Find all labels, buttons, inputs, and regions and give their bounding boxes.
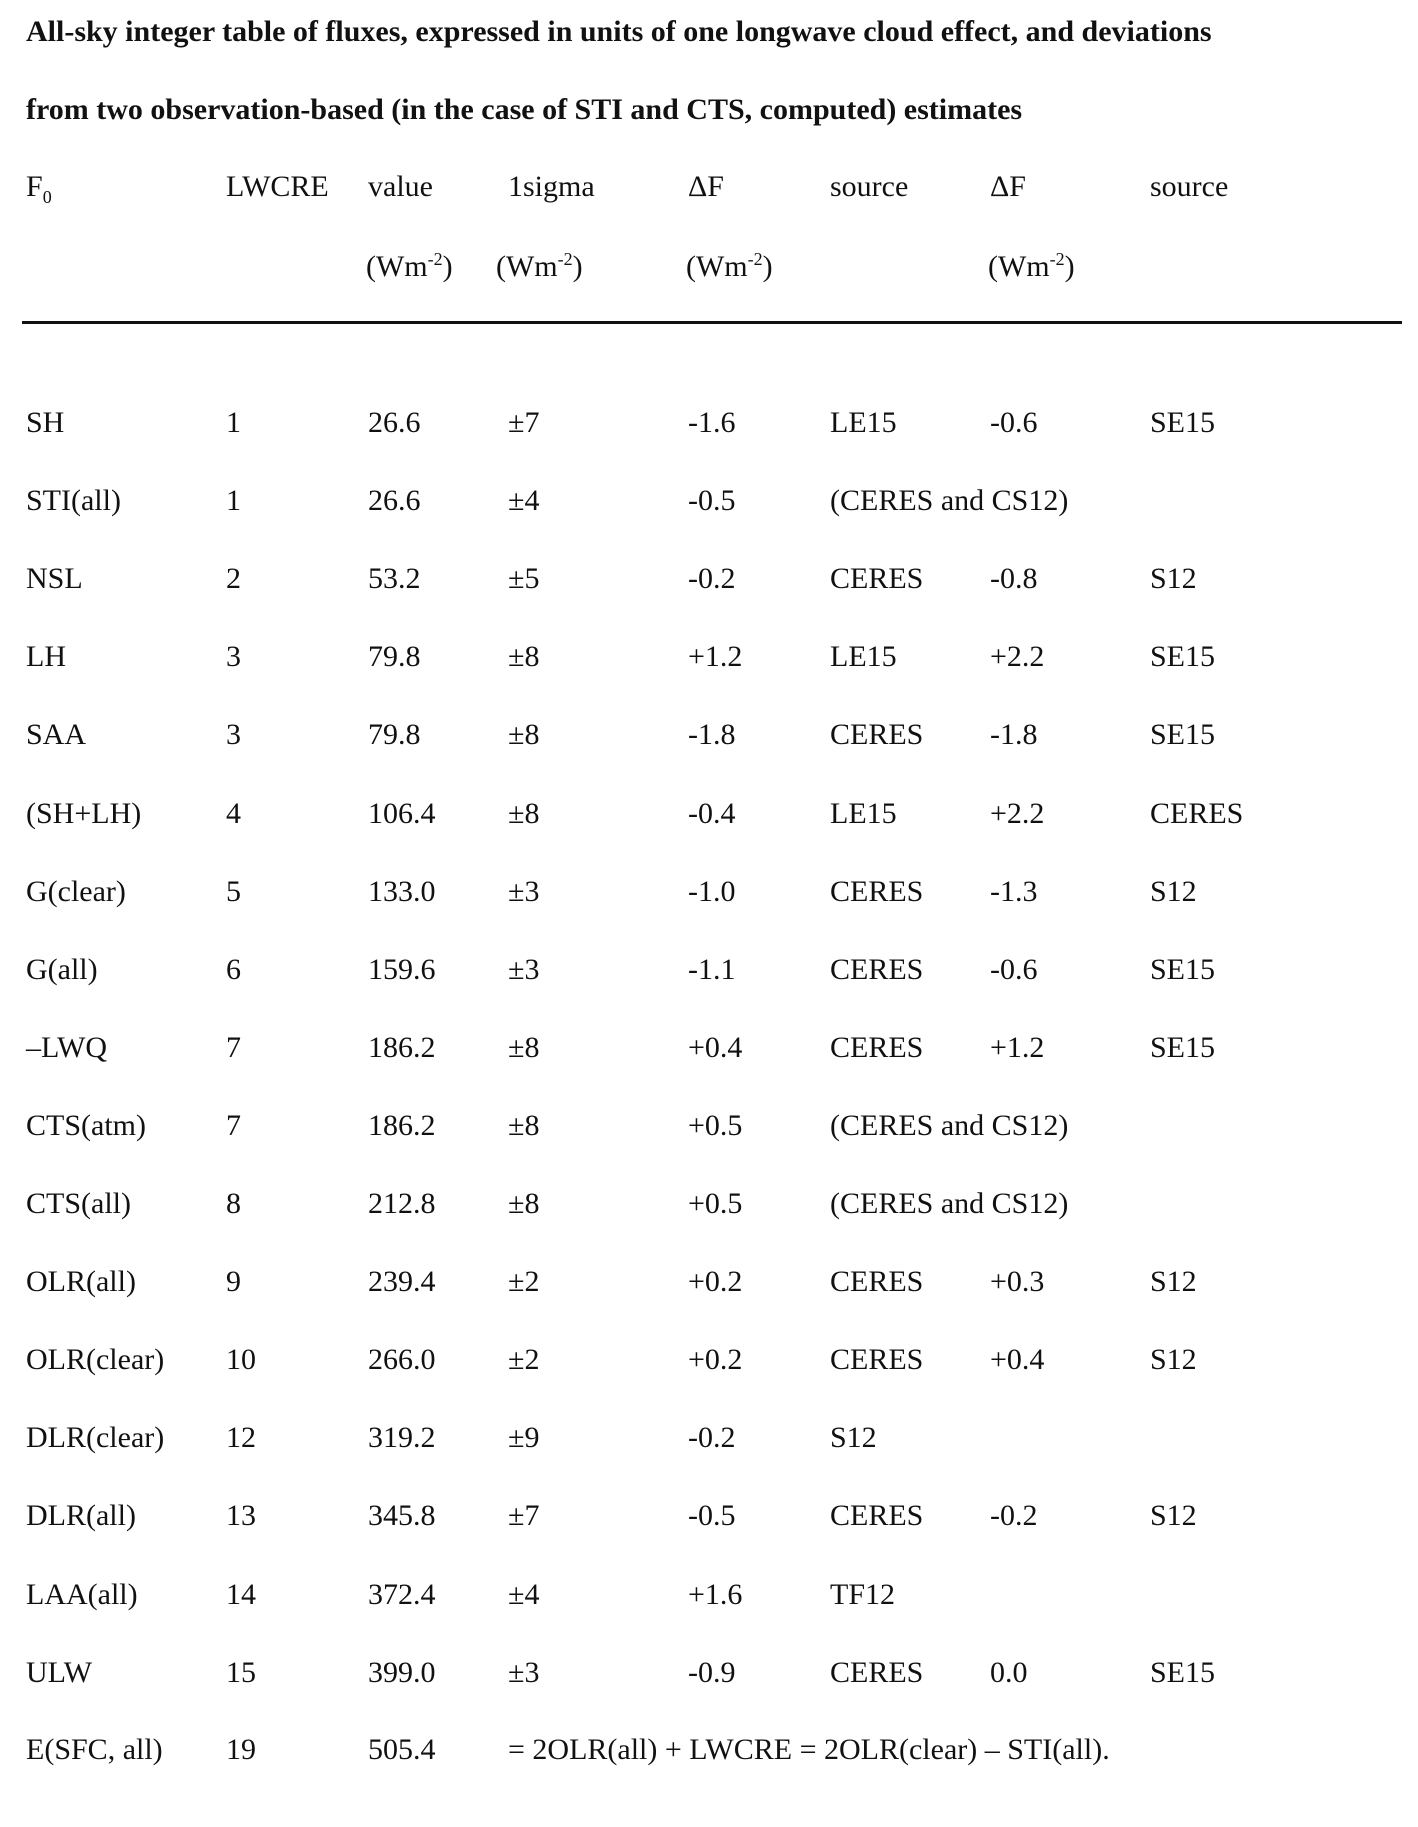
cell-source-1: LE15	[830, 640, 897, 673]
cell-f0: CTS(atm)	[26, 1109, 146, 1142]
cell-f0: –LWQ	[26, 1031, 108, 1064]
cell-source-2: SE15	[1150, 1031, 1216, 1064]
cell-sigma: ±7	[508, 1499, 540, 1532]
cell-value: 239.4	[368, 1265, 436, 1298]
cell-source-1: CERES	[830, 1656, 924, 1689]
cell-source-1: LE15	[830, 797, 897, 830]
cell-formula: = 2OLR(all) + LWCRE = 2OLR(clear) – STI(all).	[508, 1733, 1110, 1766]
cell-source-1: TF12	[830, 1578, 896, 1611]
cell-f0: CTS(all)	[26, 1187, 131, 1220]
header-delta-f-2: ΔF	[990, 170, 1026, 203]
cell-delta-f-2: +2.2	[990, 797, 1045, 830]
header-delta-f-1: ΔF	[688, 170, 724, 203]
cell-value: 186.2	[368, 1031, 436, 1064]
cell-lwcre: 2	[226, 562, 241, 595]
cell-lwcre: 7	[226, 1109, 241, 1142]
cell-source-1: CERES	[830, 562, 924, 595]
cell-delta-f-1: -1.8	[688, 718, 736, 751]
cell-sigma: ±4	[508, 484, 540, 517]
cell-sigma: ±2	[508, 1343, 540, 1376]
cell-source-2: SE15	[1150, 640, 1216, 673]
cell-delta-f-2: -1.8	[990, 718, 1038, 751]
cell-delta-f-1: -1.0	[688, 875, 736, 908]
cell-delta-f-1: -0.4	[688, 797, 736, 830]
cell-source-1: CERES	[830, 1031, 924, 1064]
cell-f0: (SH+LH)	[26, 797, 142, 830]
cell-sigma: ±3	[508, 1656, 540, 1689]
header-f0-sub: 0	[42, 187, 52, 207]
cell-value: 186.2	[368, 1109, 436, 1142]
cell-sigma: ±8	[508, 1031, 540, 1064]
cell-delta-f-2: -1.3	[990, 875, 1038, 908]
cell-delta-f-1: -0.5	[688, 484, 736, 517]
cell-sigma: ±7	[508, 406, 540, 439]
cell-source-2: S12	[1150, 1343, 1197, 1376]
cell-source-2: CERES	[1150, 797, 1244, 830]
cell-lwcre: 1	[226, 406, 241, 439]
cell-lwcre: 6	[226, 953, 241, 986]
cell-source-1: CERES	[830, 1499, 924, 1532]
cell-delta-f-1: +0.2	[688, 1265, 743, 1298]
cell-sigma: ±2	[508, 1265, 540, 1298]
cell-value: 106.4	[368, 797, 436, 830]
cell-sigma: ±8	[508, 718, 540, 751]
cell-source-2: SE15	[1150, 718, 1216, 751]
cell-source-1: LE15	[830, 406, 897, 439]
cell-delta-f-2: -0.6	[990, 406, 1038, 439]
cell-lwcre: 3	[226, 718, 241, 751]
cell-lwcre: 14	[226, 1578, 256, 1611]
cell-source-2: S12	[1150, 1265, 1197, 1298]
cell-delta-f-2: +1.2	[990, 1031, 1045, 1064]
cell-delta-f-2: +0.4	[990, 1343, 1045, 1376]
cell-delta-f-2: 0.0	[990, 1656, 1028, 1689]
cell-value: 319.2	[368, 1421, 436, 1454]
unit-delta-f-2: $(Wm^{-2})$	[988, 249, 1075, 283]
header-f0-base: F	[26, 170, 43, 203]
header-source-2: source	[1150, 170, 1229, 203]
cell-delta-f-2: -0.2	[990, 1499, 1038, 1532]
cell-value: 133.0	[368, 875, 436, 908]
cell-f0: ULW	[26, 1656, 93, 1689]
cell-value: 26.6	[368, 484, 421, 517]
cell-sigma: ±4	[508, 1578, 540, 1611]
cell-value: 345.8	[368, 1499, 436, 1532]
header-source-1: source	[830, 170, 909, 203]
cell-delta-f-1: -1.6	[688, 406, 736, 439]
cell-source-1: CERES	[830, 1343, 924, 1376]
cell-delta-f-1: -0.9	[688, 1656, 736, 1689]
cell-delta-f-1: -1.1	[688, 953, 736, 986]
cell-value: 53.2	[368, 562, 421, 595]
cell-f0: OLR(all)	[26, 1265, 136, 1298]
cell-source-1: (CERES and CS12)	[830, 1109, 1069, 1142]
cell-delta-f-2: -0.6	[990, 953, 1038, 986]
cell-f0: OLR(clear)	[26, 1343, 165, 1376]
cell-delta-f-1: -0.2	[688, 562, 736, 595]
cell-value: 159.6	[368, 953, 436, 986]
cell-sigma: ±8	[508, 1187, 540, 1220]
cell-lwcre: 3	[226, 640, 241, 673]
cell-sigma: ±9	[508, 1421, 540, 1454]
cell-lwcre: 4	[226, 797, 241, 830]
cell-value: 79.8	[368, 640, 421, 673]
cell-lwcre: 19	[226, 1733, 256, 1766]
header-value: value	[368, 170, 433, 203]
cell-f0: G(all)	[26, 953, 98, 986]
unit-value: $(Wm^{-2})$	[366, 249, 453, 283]
cell-value: 212.8	[368, 1187, 436, 1220]
cell-f0: E(SFC, all)	[26, 1733, 163, 1766]
cell-value: 399.0	[368, 1656, 436, 1689]
cell-lwcre: 7	[226, 1031, 241, 1064]
unit-delta-f-1: $(Wm^{-2})$	[686, 249, 773, 283]
cell-f0: DLR(all)	[26, 1499, 136, 1532]
cell-source-1: (CERES and CS12)	[830, 1187, 1069, 1220]
cell-delta-f-1: -0.2	[688, 1421, 736, 1454]
cell-delta-f-1: -0.5	[688, 1499, 736, 1532]
cell-source-1: CERES	[830, 1265, 924, 1298]
cell-sigma: ±5	[508, 562, 540, 595]
cell-f0: NSL	[26, 562, 83, 595]
cell-lwcre: 1	[226, 484, 241, 517]
cell-f0: DLR(clear)	[26, 1421, 165, 1454]
header-f0	[26, 170, 52, 207]
cell-lwcre: 15	[226, 1656, 256, 1689]
cell-delta-f-2: -0.8	[990, 562, 1038, 595]
cell-f0: LAA(all)	[26, 1578, 138, 1611]
unit-sigma: $(Wm^{-2})$	[496, 249, 583, 283]
cell-sigma: ±8	[508, 1109, 540, 1142]
cell-f0: LH	[26, 640, 66, 673]
cell-f0: SH	[26, 406, 65, 439]
cell-lwcre: 13	[226, 1499, 256, 1532]
header-lwcre: LWCRE	[226, 170, 329, 203]
cell-delta-f-1: +0.2	[688, 1343, 743, 1376]
cell-source-1: CERES	[830, 718, 924, 751]
cell-delta-f-2: +2.2	[990, 640, 1045, 673]
cell-lwcre: 10	[226, 1343, 256, 1376]
cell-value: 79.8	[368, 718, 421, 751]
cell-value: 505.4	[368, 1733, 436, 1766]
cell-source-2: SE15	[1150, 953, 1216, 986]
cell-source-2: S12	[1150, 1499, 1197, 1532]
cell-sigma: ±3	[508, 953, 540, 986]
title-line-2: from two observation-based (in the case of STI and CTS, computed) estimates	[26, 93, 1023, 126]
cell-delta-f-1: +0.5	[688, 1109, 743, 1142]
cell-source-2: SE15	[1150, 1656, 1216, 1689]
cell-f0: SAA	[26, 718, 87, 751]
cell-sigma: ±3	[508, 875, 540, 908]
cell-f0: G(clear)	[26, 875, 126, 908]
cell-source-2: S12	[1150, 562, 1197, 595]
cell-delta-f-1: +0.5	[688, 1187, 743, 1220]
cell-value: 266.0	[368, 1343, 436, 1376]
cell-delta-f-1: +0.4	[688, 1031, 743, 1064]
cell-lwcre: 5	[226, 875, 241, 908]
cell-source-1: S12	[830, 1421, 877, 1454]
cell-lwcre: 9	[226, 1265, 241, 1298]
title-line-1: All-sky integer table of fluxes, expressed in units of one longwave cloud effect, and deviations	[26, 15, 1212, 48]
cell-value: 26.6	[368, 406, 421, 439]
cell-delta-f-1: +1.6	[688, 1578, 743, 1611]
cell-delta-f-1: +1.2	[688, 640, 743, 673]
cell-lwcre: 8	[226, 1187, 241, 1220]
header-sigma: 1sigma	[508, 170, 595, 203]
cell-source-1: (CERES and CS12)	[830, 484, 1069, 517]
cell-lwcre: 12	[226, 1421, 256, 1454]
cell-source-2: S12	[1150, 875, 1197, 908]
cell-source-2: SE15	[1150, 406, 1216, 439]
cell-source-1: CERES	[830, 953, 924, 986]
cell-value: 372.4	[368, 1578, 436, 1611]
header-rule	[22, 321, 1402, 324]
cell-f0: STI(all)	[26, 484, 121, 517]
cell-sigma: ±8	[508, 640, 540, 673]
cell-source-1: CERES	[830, 875, 924, 908]
cell-sigma: ±8	[508, 797, 540, 830]
cell-delta-f-2: +0.3	[990, 1265, 1045, 1298]
